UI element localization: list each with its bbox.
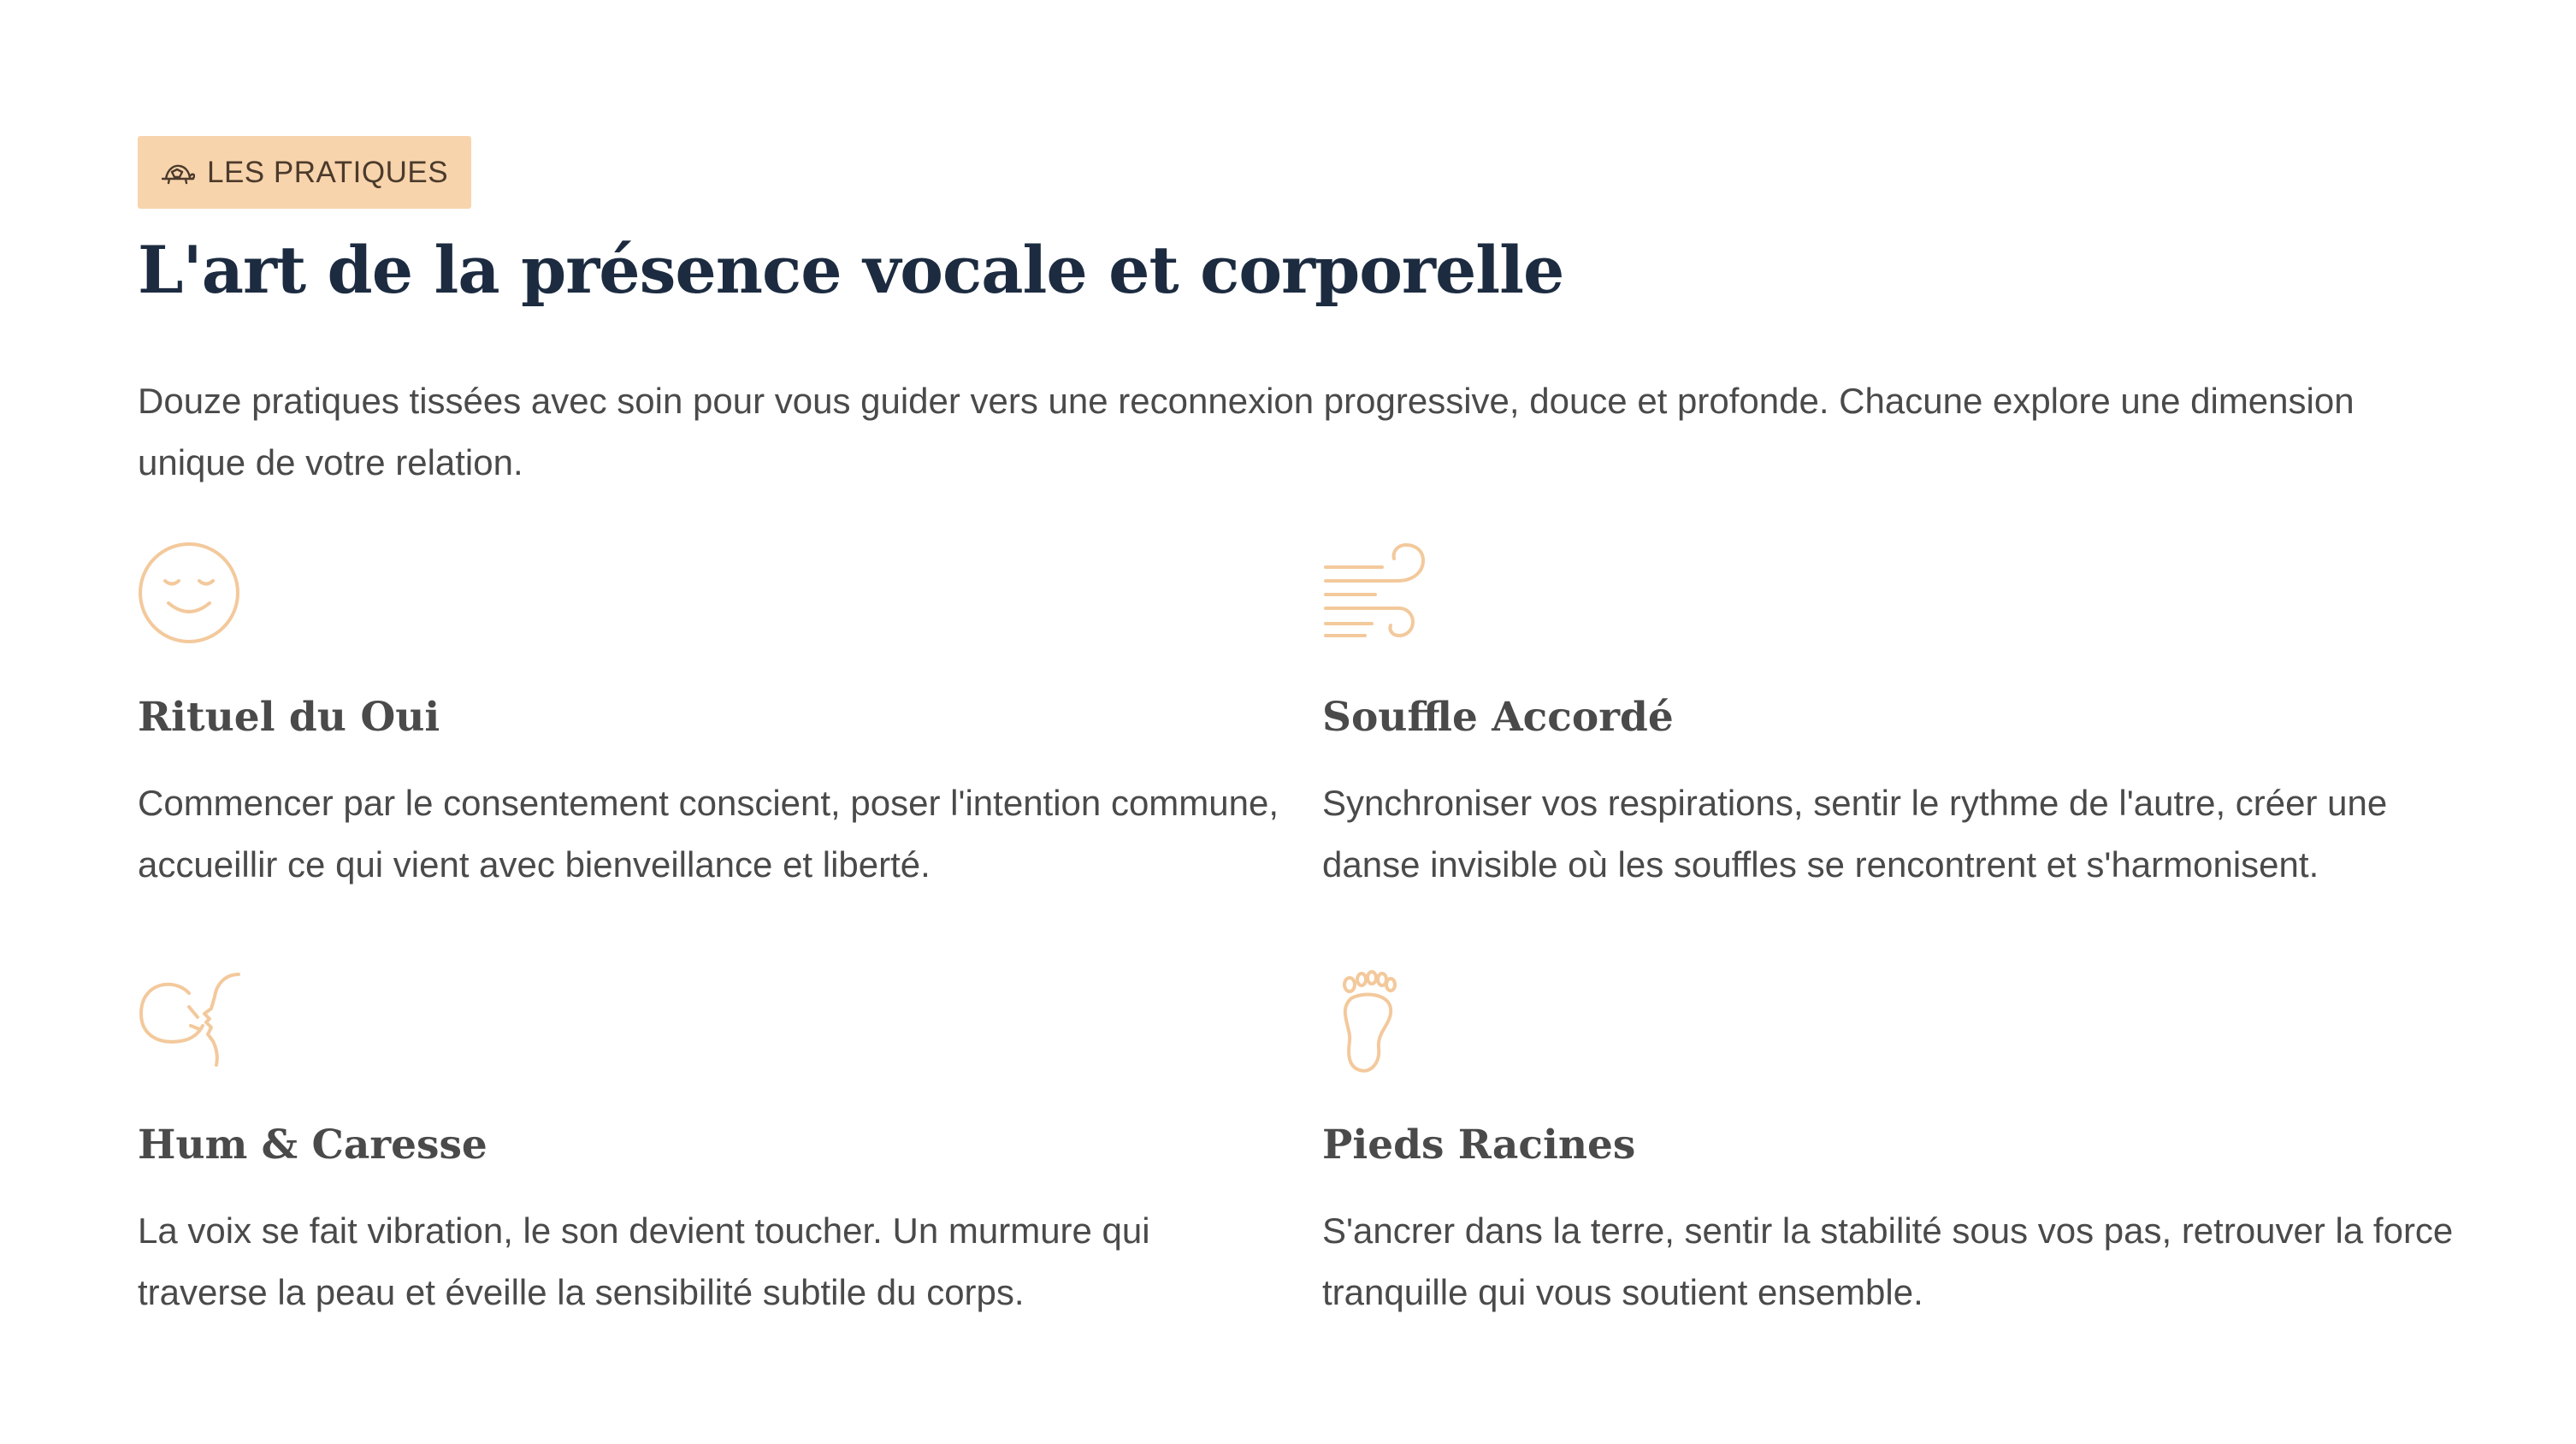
footprint-icon [1322,969,1428,1075]
practice-description: S'ancrer dans la terre, sentir la stabilité sous vos pas, retrouver la force tranquille qui vous soutient ensemble. [1322,1210,2454,1312]
section-badge [138,136,471,209]
practice-card [138,969,1267,1312]
practice-title: Souffle Accordé [1322,694,1674,741]
practice-title: Rituel du Oui [138,694,440,741]
practice-description: La voix se fait vibration, le son devient toucher. Un murmure qui traverse la peau et éveille la sensibilité subtile du corps. [138,1210,1150,1312]
smiling-face-icon [138,542,244,648]
practice-card [138,542,1279,885]
practice-card [1322,542,2451,885]
intro-text: Douze pratiques tissées avec soin pour vous guider vers une reconnexion progressive, douce et profonde. Chacune explore une dimension unique de votre relation. [138,381,2354,483]
practice-title: Pieds Racines [1322,1121,1636,1169]
practice-description: Synchroniser vos respirations, sentir le rythme de l'autre, créer une danse invisible où les souffles se rencontrent et s'harmonisent. [1322,783,2388,885]
practice-card [1322,969,2454,1312]
turtle-icon [161,159,195,186]
practice-title: Hum & Caresse [138,1121,487,1169]
page-title: L'art de la présence vocale et corporelle [138,232,1564,308]
badge-label: LES PRATIQUES [207,155,449,189]
wind-icon [1322,542,1428,648]
face-profile-speaking-icon [138,969,244,1075]
practice-description: Commencer par le consentement conscient, poser l'intention commune, accueillir ce qui vient avec bienveillance et liberté. [138,783,1279,885]
practices-section [138,136,2481,1312]
